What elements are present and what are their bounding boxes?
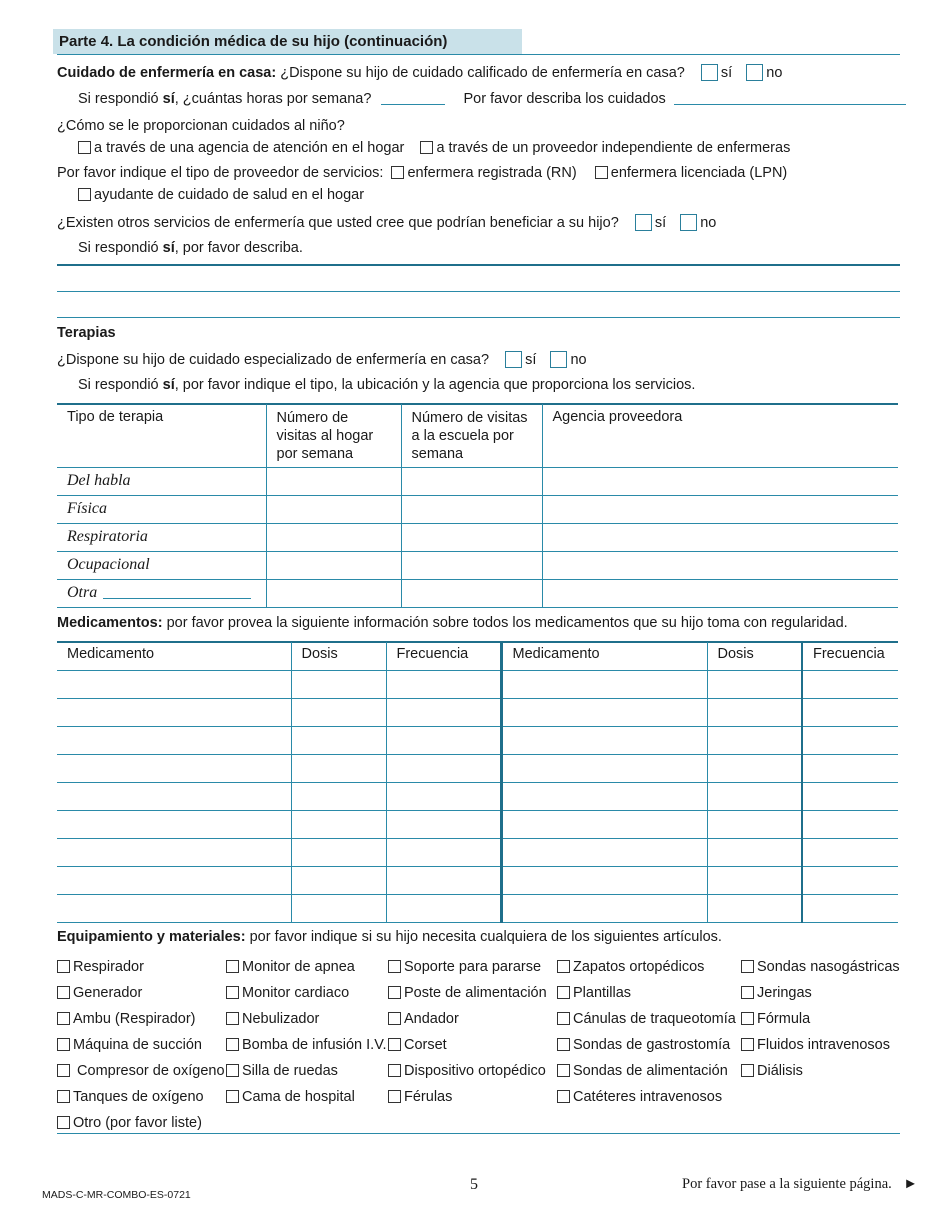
describe-care-input[interactable]: [674, 90, 906, 105]
table-row: [57, 698, 898, 726]
other-yes-checkbox[interactable]: [635, 214, 652, 231]
aide-option: ayudante de cuidado de salud en el hogar: [78, 187, 364, 203]
freq-col-header: Frecuencia: [386, 642, 501, 670]
independent-checkbox[interactable]: [420, 141, 433, 154]
list-item: Fluidos intravenosos: [741, 1032, 900, 1058]
therapies-if-yes: Si respondió sí, por favor indique el tipo, la ubicación y la agencia que proporciona los servicios.: [78, 377, 696, 393]
freq-col-header: Frecuencia: [802, 642, 898, 670]
table-row: [57, 579, 898, 607]
equipment-checkbox[interactable]: [557, 1090, 570, 1103]
other-therapy-input[interactable]: [103, 584, 251, 599]
describe-line-1[interactable]: [57, 264, 900, 266]
table-row: [57, 551, 898, 579]
arrow-right-icon: ►: [903, 1176, 918, 1192]
table-row: [57, 894, 898, 922]
school-visits-col-header: Número de visitas a la escuela por semana: [401, 404, 542, 467]
equipment-checkbox[interactable]: [557, 986, 570, 999]
rn-checkbox[interactable]: [391, 166, 404, 179]
list-item: Catéteres intravenosos: [557, 1084, 736, 1110]
table-row: [57, 810, 898, 838]
therapies-yes-checkbox[interactable]: [505, 351, 522, 368]
equipment-checkbox[interactable]: [741, 1012, 754, 1025]
therapies-no-checkbox[interactable]: [550, 351, 567, 368]
therapy-type: Ocupacional: [57, 551, 266, 579]
therapy-type: Física: [57, 495, 266, 523]
provider-line: Por favor indique el tipo de proveedor de servicios: enfermera registrada (RN) enfermera licenciada (LPN): [57, 165, 788, 181]
therapy-type: Otra: [67, 583, 98, 601]
list-item: Férulas: [388, 1084, 547, 1110]
how-question: ¿Cómo se le proporcionan cuidados al niño?: [57, 118, 345, 134]
aide-checkbox[interactable]: [78, 188, 91, 201]
therapies-table: [57, 404, 898, 608]
med-col-header: Medicamento: [501, 642, 707, 670]
therapy-type: Respiratoria: [57, 523, 266, 551]
equipment-col-5: [741, 954, 900, 1084]
list-item: Generador: [57, 980, 225, 1006]
equipment-checkbox[interactable]: [741, 1038, 754, 1051]
table-row: [57, 467, 898, 495]
equipment-checkbox[interactable]: [226, 1090, 239, 1103]
equipment-checkbox[interactable]: [741, 960, 754, 973]
nursing-yes-checkbox[interactable]: [701, 64, 718, 81]
equipment-col-4: [557, 954, 736, 1110]
table-row: [57, 523, 898, 551]
list-item: Andador: [388, 1006, 547, 1032]
nursing-question: ¿Dispone su hijo de cuidado calificado de enfermería en casa?: [280, 65, 685, 81]
nursing-no-label: no: [766, 65, 783, 81]
other-no-checkbox[interactable]: [680, 214, 697, 231]
describe-line-2[interactable]: [57, 291, 900, 292]
equipment-col-2: [226, 954, 387, 1110]
list-item: Cánulas de traqueotomía: [557, 1006, 736, 1032]
table-row: [57, 754, 898, 782]
equipment-checkbox[interactable]: [557, 1064, 570, 1077]
hours-input[interactable]: [381, 90, 445, 105]
describe-line-3[interactable]: [57, 317, 900, 318]
equipment-checkbox[interactable]: [57, 960, 70, 973]
list-item: Sondas nasogástricas: [741, 954, 900, 980]
other-services-line: ¿Existen otros servicios de enfermería que usted cree que podrían beneficiar a su hijo? sí no: [57, 215, 717, 231]
table-row: [57, 782, 898, 810]
equipment-checkbox[interactable]: [388, 1012, 401, 1025]
equipment-checkbox[interactable]: [57, 1090, 70, 1103]
equipment-checkbox[interactable]: [741, 1064, 754, 1077]
home-visits-col-header: Número de visitas al hogar por semana: [266, 404, 401, 467]
nursing-no-checkbox[interactable]: [746, 64, 763, 81]
table-row: [57, 866, 898, 894]
equipment-checkbox[interactable]: [226, 986, 239, 999]
list-item: Nebulizador: [226, 1006, 387, 1032]
list-item: Fórmula: [741, 1006, 900, 1032]
medications-line: Medicamentos: por favor provea la siguiente información sobre todos los medicamentos que su hijo toma con regularidad.: [57, 615, 848, 631]
equipment-checkbox[interactable]: [57, 986, 70, 999]
how-options: a través de una agencia de atención en el hogar a través de un proveedor independiente de enfermeras: [78, 140, 790, 156]
med-col-header: Medicamento: [57, 642, 291, 670]
equipment-col-3: [388, 954, 547, 1110]
table-row: [57, 838, 898, 866]
form-code: MADS-C-MR-COMBO-ES-0721: [42, 1189, 191, 1201]
table-row: [57, 495, 898, 523]
equipment-checkbox[interactable]: [557, 1038, 570, 1051]
list-item: Monitor de apnea: [226, 954, 387, 980]
list-item: Diálisis: [741, 1058, 900, 1084]
medications-table: [57, 642, 898, 923]
agency-col-header: Agencia proveedora: [542, 404, 898, 467]
equipment-checkbox[interactable]: [57, 1038, 70, 1051]
list-item: Monitor cardiaco: [226, 980, 387, 1006]
list-item: Sondas de gastrostomía: [557, 1032, 736, 1058]
next-page-note: Por favor pase a la siguiente página. ►: [682, 1176, 918, 1192]
agency-checkbox[interactable]: [78, 141, 91, 154]
list-item: Tanques de oxígeno: [57, 1084, 225, 1110]
therapies-heading: Terapias: [57, 325, 116, 341]
equipment-bottom-rule: [57, 1133, 900, 1134]
list-item: Respirador: [57, 954, 225, 980]
list-item: Cama de hospital: [226, 1084, 387, 1110]
list-item: Poste de alimentación: [388, 980, 547, 1006]
table-row: [57, 726, 898, 754]
equipment-checkbox[interactable]: [226, 1038, 239, 1051]
list-item: Ambu (Respirador): [57, 1006, 225, 1032]
equipment-checkbox[interactable]: [388, 986, 401, 999]
equipment-checkbox[interactable]: [57, 1116, 70, 1129]
lpn-checkbox[interactable]: [595, 166, 608, 179]
nursing-question-line: [57, 64, 782, 81]
list-item: Plantillas: [557, 980, 736, 1006]
section-title: Parte 4. La condición médica de su hijo (continuación): [59, 33, 448, 50]
equipment-checkbox[interactable]: [226, 1064, 239, 1077]
dose-col-header: Dosis: [291, 642, 386, 670]
describe-care-label: Por favor describa los cuidados: [463, 91, 666, 107]
equipment-checkbox[interactable]: [226, 960, 239, 973]
equipment-checkbox[interactable]: [741, 986, 754, 999]
equipment-checkbox[interactable]: [57, 1064, 70, 1077]
dose-col-header: Dosis: [707, 642, 802, 670]
list-item: Corset: [388, 1032, 547, 1058]
list-item: Sondas de alimentación: [557, 1058, 736, 1084]
list-item: Dispositivo ortopédico: [388, 1058, 547, 1084]
list-item: Jeringas: [741, 980, 900, 1006]
list-item: Otro (por favor liste): [57, 1110, 225, 1136]
equipment-checkbox[interactable]: [557, 960, 570, 973]
nursing-label: Cuidado de enfermería en casa:: [57, 65, 277, 81]
equipment-line: Equipamiento y materiales: por favor indique si su hijo necesita cualquiera de los siguientes artículos.: [57, 929, 722, 945]
list-item: Bomba de infusión I.V.: [226, 1032, 387, 1058]
list-item: Silla de ruedas: [226, 1058, 387, 1084]
list-item: Zapatos ortopédicos: [557, 954, 736, 980]
equipment-checkbox[interactable]: [388, 1090, 401, 1103]
other-describe-label: Si respondió sí, por favor describa.: [78, 240, 303, 256]
nursing-yes-label: sí: [720, 65, 733, 81]
equipment-checkbox[interactable]: [557, 1012, 570, 1025]
hours-line: Si respondió sí, ¿cuántas horas por semana? Por favor describa los cuidados: [78, 90, 906, 107]
header-rule: [57, 54, 900, 55]
equipment-checkbox[interactable]: [226, 1012, 239, 1025]
hours-question: , ¿cuántas horas por semana?: [174, 91, 372, 107]
list-item: Compresor de oxígeno: [57, 1058, 225, 1084]
page-number: 5: [470, 1176, 478, 1193]
equipment-col-1: [57, 954, 225, 1136]
list-item: Soporte para pararse: [388, 954, 547, 980]
therapy-type: Del habla: [57, 467, 266, 495]
therapy-col-header: Tipo de terapia: [57, 404, 266, 467]
therapies-question-line: ¿Dispone su hijo de cuidado especializado de enfermería en casa? sí no: [57, 352, 587, 368]
equipment-checkbox[interactable]: [388, 1038, 401, 1051]
equipment-checkbox[interactable]: [388, 1064, 401, 1077]
list-item: Máquina de succión: [57, 1032, 225, 1058]
equipment-checkbox[interactable]: [388, 960, 401, 973]
equipment-checkbox[interactable]: [57, 1012, 70, 1025]
table-row: [57, 670, 898, 698]
